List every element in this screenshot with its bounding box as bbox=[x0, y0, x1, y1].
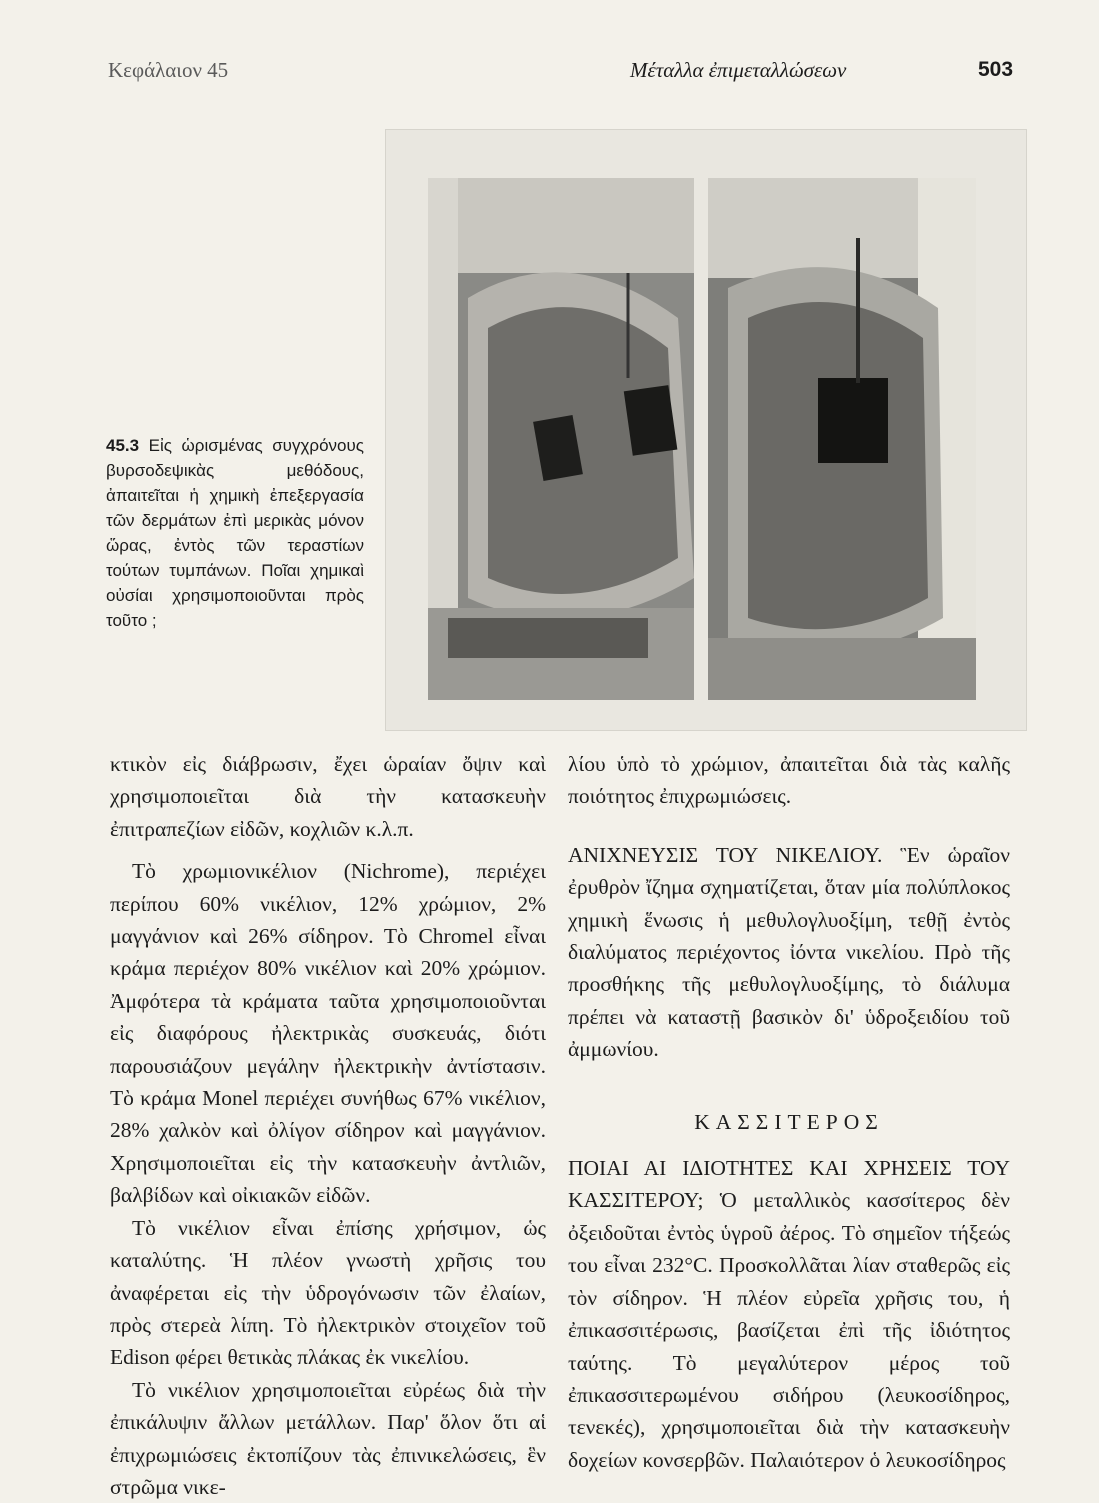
figure-number: 45.3 bbox=[106, 436, 140, 455]
figure-caption-text: Εἰς ὡρισμένας συγχρόνους βυρσοδεψικὰς μεθόδους, ἀπαιτεῖται ἡ χημικὴ ἐπεξεργασία τῶν δερμάτων ἐπὶ μερικὰς μόνον ὥρας, ἐντὸς τῶν τεραστίων τούτων τυμπάνων. Ποῖαι χημικαὶ οὐσίαι χρησιμοποιοῦνται πρὸς τοῦτο ; bbox=[106, 436, 364, 630]
figure-caption bbox=[106, 433, 364, 633]
tanning-drum-photo-right bbox=[708, 178, 976, 700]
figure-photo-frame bbox=[386, 130, 1026, 730]
left-paragraph-1: κτικὸν εἰς διάβρωσιν, ἔχει ὡραίαν ὄψιν καὶ χρησιμοποιεῖται διὰ τὴν κατασκευὴν ἐπιτραπεζίων εἰδῶν, κοχλιῶν κ.λ.π. bbox=[110, 752, 546, 841]
left-paragraph-2: Τὸ χρωμιονικέλιον (Nichrome), περιέχει περίπου 60% νικέλιον, 12% χρώμιον, 2% μαγγάνιον καὶ 26% σίδηρον. Τὸ Chromel εἶναι κράμα περιέχον 80% νικέλιον καὶ 20% χρώμιον. Ἀμφότερα τὰ κράματα ταῦτα χρησιμοποιοῦνται εἰς διαφόρους ἠλεκτρικὰς συσκευάς, διότι παρουσιάζουν μεγάλην ἠλεκτρικὴν ἀντίστασιν. Τὸ κράμα Monel περιέχει συνήθως 67% νικέλιον, 28% χαλκὸν καὶ ὀλίγον σίδηρον καὶ μαγγάνιον. Χρησιμοποιεῖται εἰς τὴν κατασκευὴν ἀντλιῶν, βαλβίδων καὶ οἰκιακῶν εἰδῶν. bbox=[110, 859, 546, 1208]
tanning-drum-photo-left bbox=[428, 178, 694, 700]
section-heading-tin: ΚΑΣΣΙΤΕΡΟΣ bbox=[694, 1109, 884, 1134]
left-paragraph-4: Τὸ νικέλιον χρησιμοποιεῖται εὐρέως διὰ τὴν ἐπικάλυψιν ἄλλων μετάλλων. Παρ' ὅλον ὅτι αἱ ἐπιχρωμιώσεις ἐκτοπίζουν τὰς ἐπινικελώσεις, ἓν στρῶμα νικε- bbox=[110, 1377, 546, 1499]
nickel-detection-paragraph: ΑΝΙΧΝΕΥΣΙΣ ΤΟΥ ΝΙΚΕΛΙΟΥ. Ἓν ὡραῖον ἐρυθρὸν ἴζημα σχηματίζεται, ὅταν μία πολύπλοκος χημικὴ ἕνωσις ἡ μεθυλογλυοξίμη, τεθῇ ἐντὸς διαλύματος περιέχοντος ἰόντα νικελίου. Πρὸ τῆς προσθήκης τῆς μεθυλογλυοξίμης, τὸ διάλυμα πρέπει νὰ καταστῇ βασικὸν δι' ὑδροξειδίου τοῦ ἀμμωνίου. bbox=[568, 842, 1010, 1062]
tin-properties-paragraph: ΠΟΙΑΙ ΑΙ ΙΔΙΟΤΗΤΕΣ ΚΑΙ ΧΡΗΣΕΙΣ ΤΟΥ ΚΑΣΣΙΤΕΡΟΥ; Ὁ μεταλλικὸς κασσίτερος δὲν ὀξειδοῦται ἐντὸς ὑγροῦ ἀέρος. Τὸ σημεῖον τήξεώς του εἶναι 232°C. Προσκολλᾶται λίαν σταθερῶς εἰς τὸν σίδηρον. Ἡ πλέον εὐρεῖα χρῆσις του, ἡ ἐπικασσιτέρωσις, βασίζεται ἐπὶ τῆς ἰδιότητος ταύτης. Τὸ μεγαλύτερον μέρος τοῦ ἐπικασσιτερωμένου σιδήρου (λευκοσίδηρος, τενεκές), χρησιμοποιεῖται διὰ τὴν κατασκευὴν δοχείων κονσερβῶν. Παλαιότερον ὁ λευκοσίδηρος bbox=[568, 1156, 1010, 1472]
left-paragraph-3: Τὸ νικέλιον εἶναι ἐπίσης χρήσιμον, ὡς καταλύτης. Ἡ πλέον γνωστὴ χρῆσις του ἀναφέρεται εἰς τὴν ὑδρογόνωσιν τῶν ἐλαίων, πρὸς στερεὰ λίπη. Τὸ ἠλεκτρικὸν στοιχεῖον τοῦ Edison φέρει θετικὰς πλάκας ἐκ νικελίου. bbox=[110, 1215, 546, 1370]
page-number: 503 bbox=[978, 58, 1014, 81]
left-text-column bbox=[110, 748, 546, 1503]
right-paragraph-1: λίου ὑπὸ τὸ χρώμιον, ἀπαιτεῖται διὰ τὰς καλῆς ποιότητος ἐπιχρωμιώσεις. bbox=[568, 752, 1010, 809]
running-title: Μέταλλα ἐπιμεταλλώσεων bbox=[630, 58, 847, 82]
right-text-column bbox=[568, 748, 1010, 1476]
chapter-label: Κεφάλαιον 45 bbox=[108, 58, 229, 82]
